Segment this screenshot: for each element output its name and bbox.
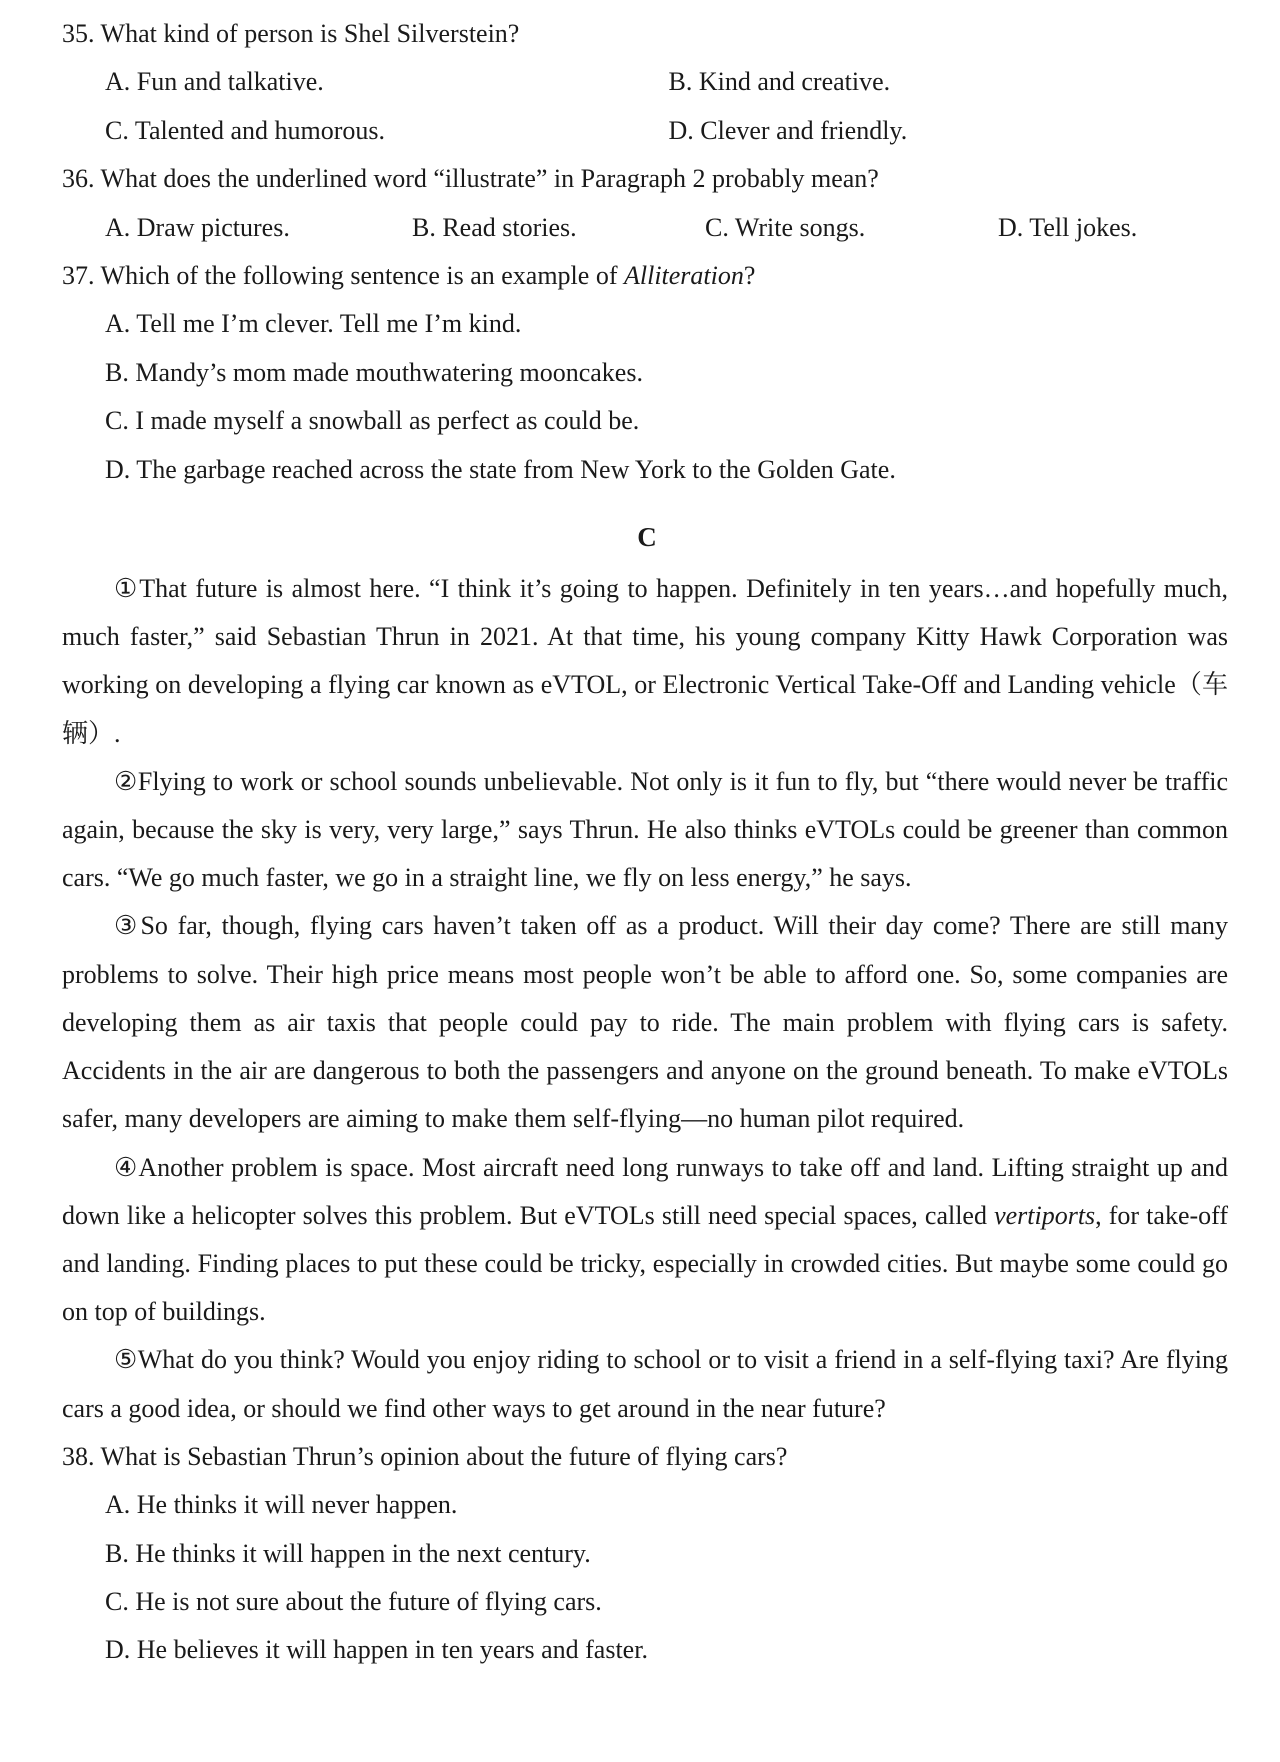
option-a: A. Fun and talkative. <box>105 67 324 97</box>
option-b: B. He thinks it will happen in the next century. <box>105 1538 591 1568</box>
stem-text: 37. Which of the following sentence is an example of <box>62 261 624 291</box>
paragraph-1: ①That future is almost here. “I think it’s going to happen. Definitely in ten years…and hopefully much, much faster,” said Sebastian Thrun in 2021. At that time, his young company Kitty Hawk Corporation was working on developing a flying car known as eVTOL, or Electronic Vertical Take-Off and Landing vehicle（车辆）. <box>62 574 1228 748</box>
option-a: A. He thinks it will never happen. <box>105 1490 458 1520</box>
question-38 <box>62 1433 1232 1675</box>
option-d: D. Tell jokes. <box>998 212 1138 242</box>
option-c: C. Write songs. <box>705 212 866 242</box>
options-row <box>62 107 1232 155</box>
question-35 <box>62 10 1232 155</box>
paragraph-5: ⑤What do you think? Would you enjoy riding to school or to visit a friend in a self-flying taxi? Are flying cars a good idea, or should we find other ways to get around in the near future? <box>62 1345 1228 1423</box>
question-stem: 36. What does the underlined word “illustrate” in Paragraph 2 probably mean? <box>62 164 879 194</box>
section-c <box>62 513 1232 1433</box>
option-a: A. Draw pictures. <box>105 212 290 242</box>
question-36 <box>62 155 1232 252</box>
option-d: D. The garbage reached across the state from New York to the Golden Gate. <box>105 454 896 484</box>
question-37 <box>62 252 1232 494</box>
option-b: B. Mandy’s mom made mouthwatering mooncakes. <box>105 357 643 387</box>
option-d: D. He believes it will happen in ten years and faster. <box>105 1635 648 1665</box>
paragraph-4 <box>62 1144 1228 1337</box>
option-a: A. Tell me I’m clever. Tell me I’m kind. <box>105 309 522 339</box>
option-c: C. I made myself a snowball as perfect as could be. <box>105 406 640 436</box>
options-row <box>62 204 1232 252</box>
stem-text-end: ? <box>743 261 756 291</box>
question-stem: 38. What is Sebastian Thrun’s opinion about the future of flying cars? <box>62 1441 788 1471</box>
question-stem: 35. What kind of person is Shel Silverstein? <box>62 19 520 48</box>
paragraph-3: ③So far, though, flying cars haven’t taken off as a product. Will their day come? There are still many problems to solve. Their high price means most people won’t be able to afford one. So, some companies are developing them as air taxis that people could pay to ride. The main problem with flying cars is safety. Accidents in the air are dangerous to both the passengers and anyone on the ground beneath. To make eVTOLs safer, many developers are aiming to make them self-flying—no human pilot required. <box>62 911 1228 1134</box>
options-row <box>62 58 1232 106</box>
stem-italic-term: Alliteration <box>623 261 744 291</box>
italic-term: vertiports <box>994 1200 1096 1230</box>
question-stem <box>62 252 1232 300</box>
paragraph-2: ②Flying to work or school sounds unbelievable. Not only is it fun to fly, but “there would never be traffic again, because the sky is very, very large,” says Thrun. He also thinks eVTOLs could be greener than common cars. “We go much faster, we go in a straight line, we fly on less energy,” he says. <box>62 766 1228 893</box>
option-c: C. He is not sure about the future of flying cars. <box>105 1586 602 1616</box>
option-d: D. Clever and friendly. <box>668 115 908 145</box>
section-title: C <box>637 522 657 553</box>
paragraph-text: ④Another problem is space. Most aircraft need long runways to take off and land. Lifting straight up and down like a helicopter solves this problem. But eVTOLs still need special spaces, called <box>62 1152 1228 1230</box>
option-b: B. Read stories. <box>412 212 577 242</box>
paragraph-text-end: , for take-off and landing. Finding places to put these could be tricky, especially in crowded cities. But maybe some could go on top of buildings. <box>62 1200 1228 1327</box>
option-b: B. Kind and creative. <box>668 67 891 97</box>
option-c: C. Talented and humorous. <box>105 115 386 145</box>
